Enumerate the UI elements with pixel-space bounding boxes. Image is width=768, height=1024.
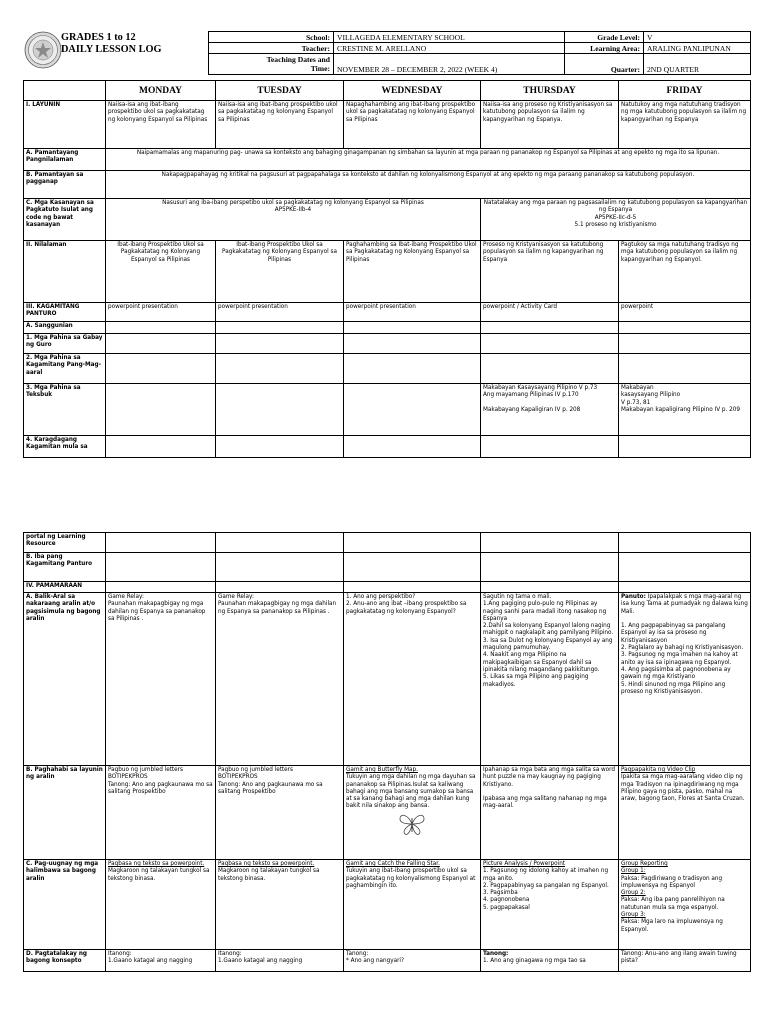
row-label: B. Iba pang Kagamitang Panturo [24,553,106,582]
row-nilalaman [24,241,751,303]
row-pamantayan-sa-pagganap [24,171,751,199]
lesson-table-part2 [23,532,751,972]
cell-merged: Naipamamalas ang mapanuring pag- unawa sa konteksto ang bahaging ginagampanan ng simbahan sa layunin at mga paraan ng pananakop ng Espanyol sa Pilipinas at ang epekto ng mga ito sa lipunan. [106,149,751,171]
cell-wednesday [344,553,481,582]
cell-tuesday: Ibat-ibang Prospektibo Ukol sa Pagkakatatag ng Kolonyang Espanyol sa Pilipinas [216,241,344,303]
cell-monday [106,384,216,436]
cell-wednesday [344,322,481,334]
row-label: A. Pamantayang Pangnilalaman [24,149,106,171]
group-2-label: Group 2: [621,890,646,897]
cell-wednesday [344,582,481,593]
tuesday-activity-title: Pagbasa ng teksto sa powerpoint. [218,861,315,867]
butterfly-map-title: Gamit ang Butterfly Map. [346,767,418,773]
friday-instruction-title: Panuto: [621,594,646,600]
row-paghahabi [24,766,751,860]
row-pagtatalakay [24,950,751,972]
cell-monday-to-wednesday: Nasusuri ang iba-ibang perspetibo ukol sa pagkakatatag ng kolonyang Espanyol sa Pilipinas AP5PKE-IIb-4 [106,199,481,241]
quarter-value: 2ND QUARTER [644,54,751,75]
day-header-tuesday: TUESDAY [216,81,344,101]
row-kagamitang-pang-mag-aaral [24,354,751,384]
cell-wednesday: Napaghahambing ang ibat-ibang prospektibo ukol sa pagkakatatag ng kolonyang Espanyol sa Pilipinas [344,101,481,149]
thursday-activity-text: 1. Pagsunog ng idolong kahoy at imahen ng mga anito. 2. Pagpapabinyag sa pangalan ng Espanyol. 3. Pagsimba 4. pagnonobena 5. pagpapakasal [483,868,609,911]
dates-label-line2: Time: [310,64,330,73]
row-kasanayan [24,199,751,241]
cell-wednesday: 1. Ano ang perspektibo? 2. Anu-ano ang ibat –ibang prospektibo sa pagkakatatag ng kolonyang Espanyol? [344,593,481,766]
cell-wednesday [344,334,481,354]
group-3-text: Paksa: Mga laro na impluwensya ng Espanyol. [621,919,723,933]
cell-wednesday [344,384,481,436]
cell-monday: Naiisa-isa ang ibat-ibang prospektibo ukol sa pagkakatatag ng kolonyang Espanyol sa Pilipinas [106,101,216,149]
cell-tuesday: Itanong: 1.Gaano katagal ang nagging [216,950,344,972]
cell-tuesday: Pagbuo ng jumbled letters BOTIPEKPROS Tanong: Ano ang pagkaunawa mo sa salitang Prospektibo [216,766,344,860]
area-label: Learning Area: [565,43,644,54]
school-value: VILLAGEDA ELEMENTARY SCHOOL [334,32,565,43]
cell-friday: Makabayan kasaysayang Pilipino V p.73, 81 Makabayan kapaligirang Pilipino IV p. 209 [619,384,751,436]
cell-wednesday [344,533,481,553]
cell-monday: Itanong: 1.Gaano katagal ang nagging [106,950,216,972]
cell-tuesday [216,533,344,553]
group-3-label: Group 3: [621,912,646,919]
cell-wednesday [344,436,481,458]
group-1-text: Paksa: Pagdiriwang o tradisyon ang impluwensya ng Espanyol [621,875,723,889]
row-label: 1. Mga Pahina sa Gabay ng Guro [24,334,106,354]
cell-friday [619,553,751,582]
cell-friday [619,766,751,860]
cell-friday [619,354,751,384]
cell-thursday: Makabayan Kasaysayang Pilipino V p.73 Ang mayamang Pilipinas IV p.170 Makabayang Kapaligiran IV p. 208 [481,384,619,436]
cell-thursday: powerpoint / Activity Card [481,303,619,322]
row-label: A. Balik-Aral sa nakaraang aralin at/o pagsisimula ng bagong aralin [24,593,106,766]
dates-label-line1: Teaching Dates and [266,55,330,64]
thursday-question-text: 1. Ano ang ginagawa ng mga tao sa [483,958,586,965]
dates-value: NOVEMBER 28 – DECEMBER 2, 2022 (WEEK 4) [334,54,565,75]
row-label: 3. Mga Pahina sa Teksbuk [24,384,106,436]
row-label: portal ng Learning Resource [24,533,106,553]
cell-tuesday [216,553,344,582]
cell-tuesday: powerpoint presentation [216,303,344,322]
cell-thursday: Proseso ng Kristyanisasyon sa katutubong populasyon sa ilalim ng kapangyarihan ng Espanya [481,241,619,303]
day-header-monday: MONDAY [106,81,216,101]
cell-merged: Nakapagpapahayag ng kritikal na pagsusuri at pagpapahalaga sa konteksto at dahilan ng kolonyalismong Espanyol at ang epekto ng mga paraang pananakop sa katutubong populasyon. [106,171,751,199]
cell-monday [106,334,216,354]
monday-activity-text: Magkaroon ng talakayan tungkol sa tekstong binasa. [108,868,210,882]
video-clip-title: Pagpapakita ng Video Clip [621,767,696,773]
thursday-activity-title: Picture Analysis / Powerpoint [483,861,566,867]
cell-thursday [481,533,619,553]
row-label: III. KAGAMITANG PANTURO [24,303,106,322]
cell-wednesday: Paghahambing sa Ibat-ibang Prospektibo Ukol sa Pagkakatatag ng Kolonyang Espanyol sa Pilipinas [344,241,481,303]
school-label: School: [209,32,334,43]
title-grades: GRADES 1 to 12 [61,32,136,43]
cell-thursday [481,860,619,950]
cell-thursday [481,436,619,458]
cell-thursday [481,553,619,582]
cell-monday [106,533,216,553]
cell-tuesday [216,322,344,334]
cell-tuesday [216,354,344,384]
cell-friday: Pagtukoy sa mga natutuhang tradisyo ng mga katutubong populasyon sa ilalim ng kapangyarihan ng Espanyol. [619,241,751,303]
group-reporting-title: Group Reporting [621,861,668,867]
cell-monday [106,436,216,458]
row-label: 2. Mga Pahina sa Kagamitang Pang-Mag-aaral [24,354,106,384]
cell-monday [106,553,216,582]
cell-monday [106,354,216,384]
row-label: A. Sanggunian [24,322,106,334]
group-1-label: Group 1: [621,868,646,875]
day-header-wednesday: WEDNESDAY [344,81,481,101]
cell-friday: Natutukoy ang mga natutuhang tradisyon ng mga katutubong populasyon sa ilalim ng kapangyarihan ng Espanya [619,101,751,149]
row-sanggunian [24,322,751,334]
lesson-table-part1 [23,80,751,458]
cell-monday: Ibat-ibang Prospektibo Ukol sa Pagkakatatag ng Kolonyang Espanyol sa Pilipinas [106,241,216,303]
cell-thursday [481,354,619,384]
cell-thursday [481,334,619,354]
row-label: B. Paghahabi sa layunin ng aralin [24,766,106,860]
cell-monday [106,860,216,950]
cell-thursday: Ipahanap sa mga bata ang mga salita sa word hunt puzzle na may kaugnay ng pagiging Kristiyano. Ipabasa ang mga salitang nahanap ng mga mag-aaral. [481,766,619,860]
dates-label [209,54,334,75]
group-2-text: Paksa: Ang iba pang panrelihiyon na natutunan mula sa mga espanyol. [621,897,725,911]
cell-tuesday: Game Relay: Paunahan makapagbigay ng mga dahilan ng Espanya sa pananakop sa Pilipinas . [216,593,344,766]
row-gabay-ng-guro [24,334,751,354]
day-header-thursday: THURSDAY [481,81,619,101]
cell-friday [619,436,751,458]
quarter-label: Quarter: [565,54,644,75]
row-label: 4. Karagdagang Kagamitan mula sa [24,436,106,458]
cell-tuesday [216,334,344,354]
monday-activity-title: Pagbasa ng teksto sa powerpoint. [108,861,205,867]
lesson-log-header [23,31,749,73]
cell-monday: Game Relay: Paunahan makapagbigay ng mga dahilan ng Espanya sa pananakop sa Pilipinas . [106,593,216,766]
thursday-question-title: Tanong: [483,951,509,957]
grade-value: V [644,32,751,43]
cell-friday [619,593,751,766]
cell-monday [106,322,216,334]
row-layunin [24,101,751,149]
video-clip-text: Ipakita sa mga mag-aaralang video clip ng mga Tradisyon na ipinagdiriwang ng mga Pilipino gaya ng pista, pasko, mahal na araw, bagong taon, Flores at Santa Cruzan. [621,774,745,803]
day-header-friday: FRIDAY [619,81,751,101]
cell-monday: powerpoint presentation [106,303,216,322]
row-label: C. Pag-uugnay ng mga halimbawa sa bagong aralin [24,860,106,950]
lesson-info-table [208,31,751,75]
cell-tuesday: Naiisa-isa ang ibat-ibang prospektibo ukol sa pagkakatatag ng kolonyang Espanyol sa Pilipinas [216,101,344,149]
cell-tuesday [216,436,344,458]
row-pamantayang-pangnilalaman [24,149,751,171]
butterfly-map-icon [398,812,426,836]
log-title [61,32,223,72]
row-karagdagang-kagamitan [24,436,751,458]
row-label: IV. PAMAMARAAN [24,582,106,593]
row-teksbuk [24,384,751,436]
butterfly-map-text: Tukuyin ang mga dahilan ng mga dayuhan sa pananakop sa Pilipinas.Isulat sa kaliwang bahagi ang mga bansang sumakop sa bansa at sa kanang bahagi ang mga dahilan kung bakit nila sinakop ang bansa. [346,774,476,810]
cell-friday [619,334,751,354]
cell-tuesday [216,384,344,436]
row-kagamitang-panturo [24,303,751,322]
tuesday-activity-text: Magkaroon ng talakayan tungkol sa tekstong binasa. [218,868,320,882]
row-label: II. Nilalaman [24,241,106,303]
cell-monday: Pagbuo ng jumbled letters BOTIPEKPROS Tanong: Ano ang pagkaunawa mo sa salitang Prospektibo [106,766,216,860]
cell-friday [619,322,751,334]
row-balik-aral [24,593,751,766]
wednesday-activity-text: Tukuyin ang ibat-ibang prospertibo ukol sa pagkakatatag ng kolonyalismong Espanyol at paghambingin ito. [346,868,476,889]
area-value: ARALING PANLIPUNAN [644,43,751,54]
cell-monday [106,582,216,593]
friday-instruction-text: Ipapalakpak s mga mag-aaral ng isa kung Tama at pumadyak ng dalawa kung Mali. 1. Ang pagpapabinyag sa pangalang Espanyol ay isa sa proseso ng Kristiyanisasyon 2. Paglalaro ay bahagi ng Kristiyanisasyon. 3. Pagsunog ng mga imahen na kahoy at anito ay isa sa ipinagawa ng Espanyol. 4. Ang pagsisimba at pagnonobena ay gawain ng mga Kristiyano 5. Hindi sinunod ng mga Pilipino ang proseso ng Kristiyanisasyon. [621,594,748,695]
cell-wednesday: Tanong: * Ano ang nangyari? [344,950,481,972]
cell-thursday [481,322,619,334]
row-pamamaraan [24,582,751,593]
row-label: C. Mga Kasanayan sa Pagkatuto Isulat ang code ng bawat kasanayan [24,199,106,241]
cell-wednesday [344,766,481,860]
cell-thursday: Naiisa-isa ang proseso ng Kristiyanisasyon sa katutubong populasyon sa ilalim ng kapangyarihan ng Espanya. [481,101,619,149]
cell-friday [619,860,751,950]
grade-label: Grade Level: [565,32,644,43]
cell-wednesday: powerpoint presentation [344,303,481,322]
cell-thursday [481,950,619,972]
cell-friday: Tanong: Anu-ano ang ilang awain tuwing pista? [619,950,751,972]
cell-friday [619,582,751,593]
row-label: I. LAYUNIN [24,101,106,149]
cell-thursday [481,582,619,593]
cell-friday [619,533,751,553]
cell-friday: powerpoint [619,303,751,322]
corner-cell [24,81,106,101]
row-iba-pang-kagamitan [24,553,751,582]
cell-tuesday [216,860,344,950]
row-label: D. Pagtatalakay ng bagong konsepto [24,950,106,972]
teacher-value: CRESTINE M. ARELLANO [334,43,565,54]
wednesday-activity-title: Gamit ang Catch the Falling Star. [346,861,440,867]
row-label: B. Pamantayan sa pagganap [24,171,106,199]
cell-wednesday [344,860,481,950]
cell-wednesday [344,354,481,384]
row-pag-uugnay [24,860,751,950]
cell-thursday: Sagutin ng tama o mali. 1.Ang pagiging pulo-pulo ng Pilipinas ay naging sanhi para madali itong nasakop ng Espanya 2.Dahil sa kolonyang Espanyol lalong naging mahigpit o nagkalapit ang pamilyang Pilipino. 3. Isa sa Dulot ng kolonyang Espanyol ay ang magulong pamumuhay. 4. Naakit ang mga Pilipino na makipagkaibigan sa Espanyol dahil sa ipinakita nilang magandang pakikitungo. 5. Likas sa mga Pilipino ang pagiging makadiyos. [481,593,619,766]
title-daily-lesson-log: DAILY LESSON LOG [61,44,162,55]
row-portal [24,533,751,553]
cell-tuesday [216,582,344,593]
deped-seal-icon [24,31,62,69]
cell-thursday-to-friday: Natatalakay ang mga paraan ng pagsasailalim ng katutubong populasyon sa kapangyarihan ng Espanya AP5PKE-IIc-d-5 5.1 proseso ng kristiyanismo [481,199,751,241]
teacher-label: Teacher: [209,43,334,54]
